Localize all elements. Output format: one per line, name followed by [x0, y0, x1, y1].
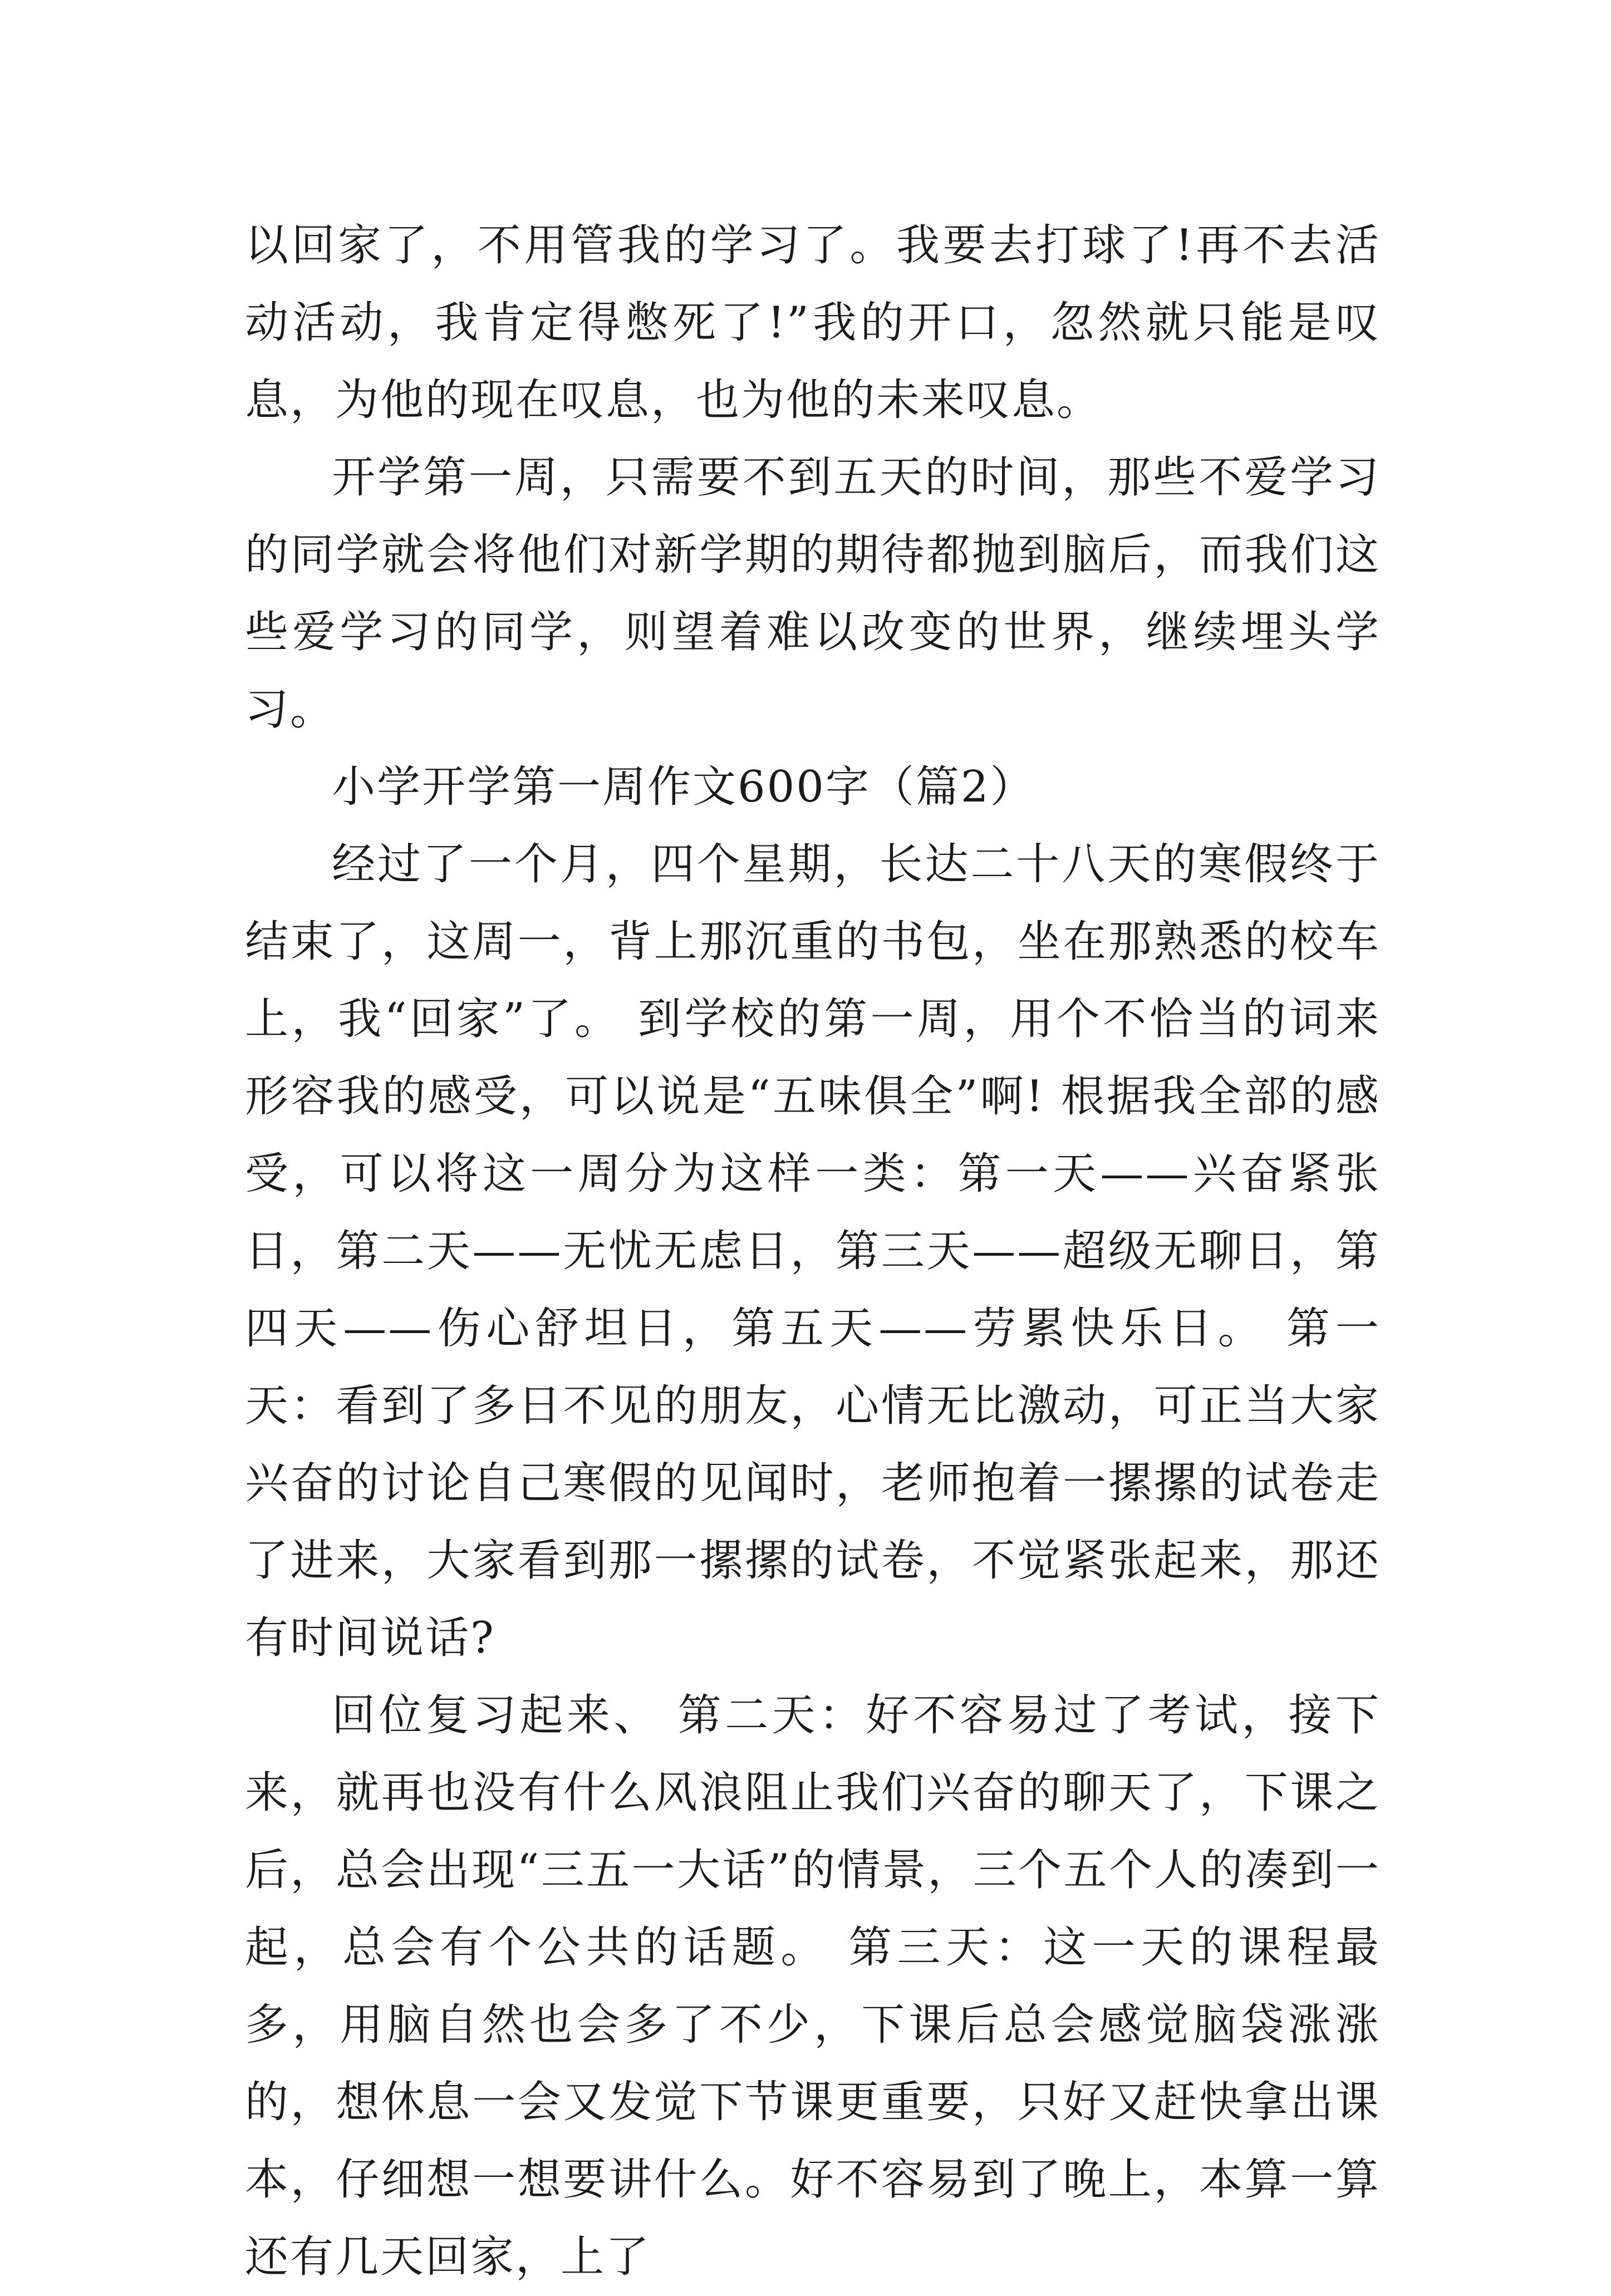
paragraph-continuation: 以回家了，不用管我的学习了。我要去打球了!再不去活动活动，我肯定得憋死了!”我的开口，忽然就只能是叹息，为他的现在叹息，也为他的未来叹息。	[245, 220, 1381, 425]
section-heading: 小学开学第一周作文600字（篇2）	[332, 762, 1035, 812]
document-body	[245, 207, 1381, 2296]
paragraph: 经过了一个月，四个星期，长达二十八天的寒假终于结束了，这周一，背上那沉重的书包，坐在那熟悉的校车上，我“回家”了。 到学校的第一周，用个不恰当的词来形容我的感受，可以说是“五味俱全”啊! 根据我全部的感受，可以将这一周分为这样一类：第一天——兴奋紧张日，第二天——无忧无虑日，第三天——超级无聊日，第四天——伤心舒坦日，第五天——劳累快乐日。 第一天：看到了多日不见的朋友，心情无比激动，可正当大家兴奋的讨论自己寒假的见闻时，老师抱着一摞摞的试卷走了进来，大家看到那一摞摞的试卷，不觉紧张起来，那还有时间说话?	[245, 839, 1381, 1663]
paragraph: 开学第一周，只需要不到五天的时间，那些不爱学习的同学就会将他们对新学期的期待都抛到脑后，而我们这些爱学习的同学，则望着难以改变的世界，继续埋头学习。	[245, 453, 1381, 735]
paragraph: 回位复习起来、 第二天：好不容易过了考试，接下来，就再也没有什么风浪阻止我们兴奋的聊天了，下课之后，总会出现“三五一大话”的情景，三个五个人的凑到一起，总会有个公共的话题。 第三天：这一天的课程最多，用脑自然也会多了不少，下课后总会感觉脑袋涨涨的，想休息一会又发觉下节课更重要，只好又赶快拿出课本，仔细想一想要讲什么。好不容易到了晚上，本算一算还有几天回家，上了	[245, 1690, 1381, 2282]
